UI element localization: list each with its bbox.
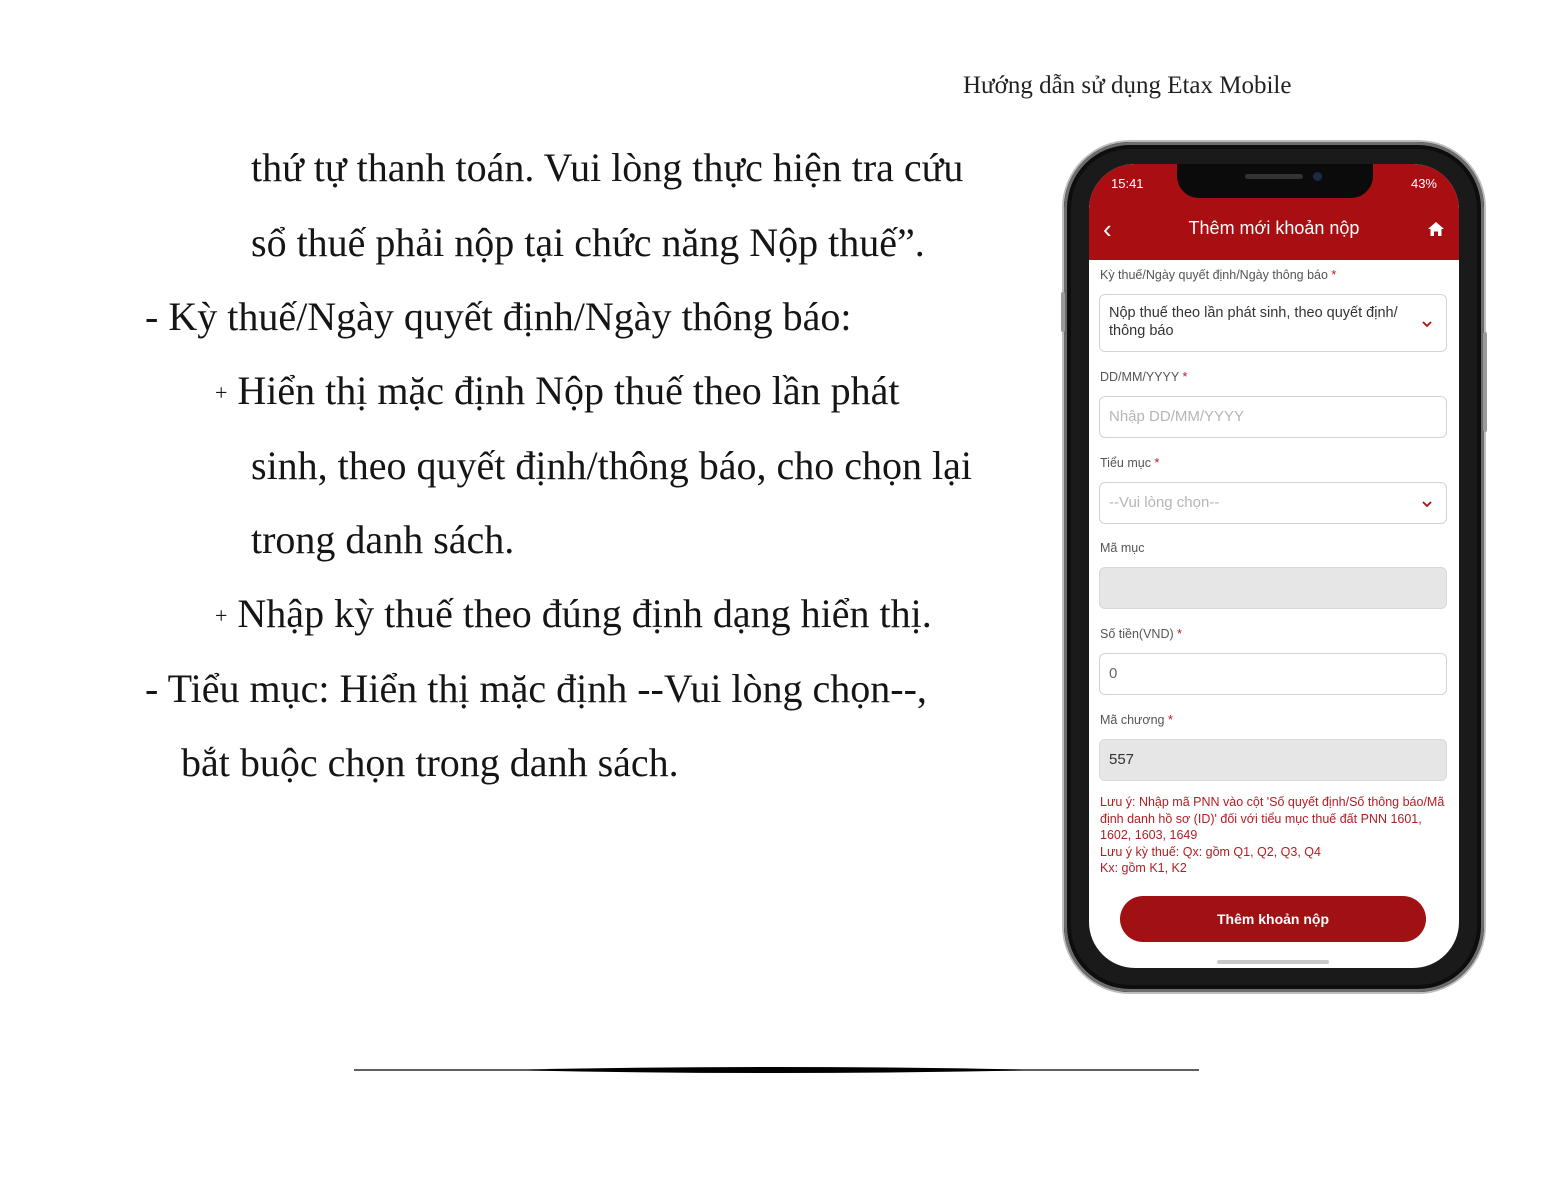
note-text: Lưu ý: Nhập mã PNN vào cột 'Số quyết định/Số thông báo/Mã định danh hồ sơ (ID)' đối với tiểu mục thuế đất PNN 1601, 1602, 1603, 1649 Lưu ý kỳ thuế: Qx: gồm Q1, Q2, Q3, Q4 Kx: gồm K1, K2 bbox=[1100, 795, 1445, 875]
date-label: DD/MM/YYYY * bbox=[1100, 370, 1188, 384]
page-divider bbox=[354, 1063, 1199, 1077]
plus-marker: + bbox=[215, 603, 228, 628]
body-line: sổ thuế phải nộp tại chức năng Nộp thuế”. bbox=[251, 220, 925, 265]
phone-side-button bbox=[1061, 292, 1065, 332]
home-indicator bbox=[1217, 960, 1329, 964]
back-button[interactable]: ‹ bbox=[1103, 214, 1112, 244]
subitem-label: Tiểu mục * bbox=[1100, 456, 1160, 470]
app-header bbox=[1089, 164, 1459, 260]
body-line: bắt buộc chọn trong danh sách. bbox=[181, 740, 679, 785]
subitem-select[interactable]: --Vui lòng chọn-- bbox=[1099, 482, 1447, 524]
bullet-line: - Kỳ thuế/Ngày quyết định/Ngày thông báo: bbox=[145, 294, 852, 339]
chapter-label: Mã chương * bbox=[1100, 713, 1173, 727]
status-battery: 43% bbox=[1410, 176, 1437, 191]
amount-input[interactable]: 0 bbox=[1099, 653, 1447, 695]
body-line: sinh, theo quyết định/thông báo, cho chọn lại bbox=[251, 443, 972, 488]
phone-side-button bbox=[1483, 332, 1487, 432]
home-icon[interactable] bbox=[1427, 220, 1445, 238]
nav-bar bbox=[1089, 214, 1459, 244]
status-time: 15:41 bbox=[1111, 176, 1144, 191]
period-select[interactable]: Nộp thuế theo lần phát sinh, theo quyết định/ thông báo bbox=[1099, 294, 1447, 352]
amount-label: Số tiền(VND) * bbox=[1100, 627, 1182, 641]
body-line: thứ tự thanh toán. Vui lòng thực hiện tra cứu bbox=[251, 145, 964, 190]
item-code-label: Mã mục bbox=[1100, 541, 1145, 555]
add-payment-button[interactable]: Thêm khoản nộp bbox=[1120, 896, 1426, 942]
phone-mockup bbox=[1064, 142, 1484, 992]
bullet-line: - Tiểu mục: Hiển thị mặc định --Vui lòng chọn--, bbox=[145, 666, 927, 711]
period-label: Kỳ thuế/Ngày quyết định/Ngày thông báo * bbox=[1100, 268, 1337, 282]
date-input[interactable]: Nhập DD/MM/YYYY bbox=[1099, 396, 1447, 438]
phone-notch bbox=[1177, 164, 1373, 198]
item-code-field bbox=[1099, 567, 1447, 609]
speaker-icon bbox=[1245, 174, 1303, 179]
plus-marker: + bbox=[215, 380, 228, 405]
page-header: Hướng dẫn sử dụng Etax Mobile bbox=[963, 72, 1292, 99]
chevron-down-icon bbox=[1422, 499, 1432, 509]
screen-title: Thêm mới khoản nộp bbox=[1188, 218, 1360, 238]
sub-bullet-line: + Hiển thị mặc định Nộp thuế theo lần phát bbox=[215, 368, 900, 413]
camera-icon bbox=[1313, 172, 1322, 181]
phone-screen bbox=[1089, 164, 1459, 968]
body-line: trong danh sách. bbox=[251, 517, 515, 562]
chapter-field: 557 bbox=[1099, 739, 1447, 781]
sub-bullet-line: + Nhập kỳ thuế theo đúng định dạng hiển thị. bbox=[215, 591, 932, 636]
chevron-down-icon bbox=[1422, 319, 1432, 329]
